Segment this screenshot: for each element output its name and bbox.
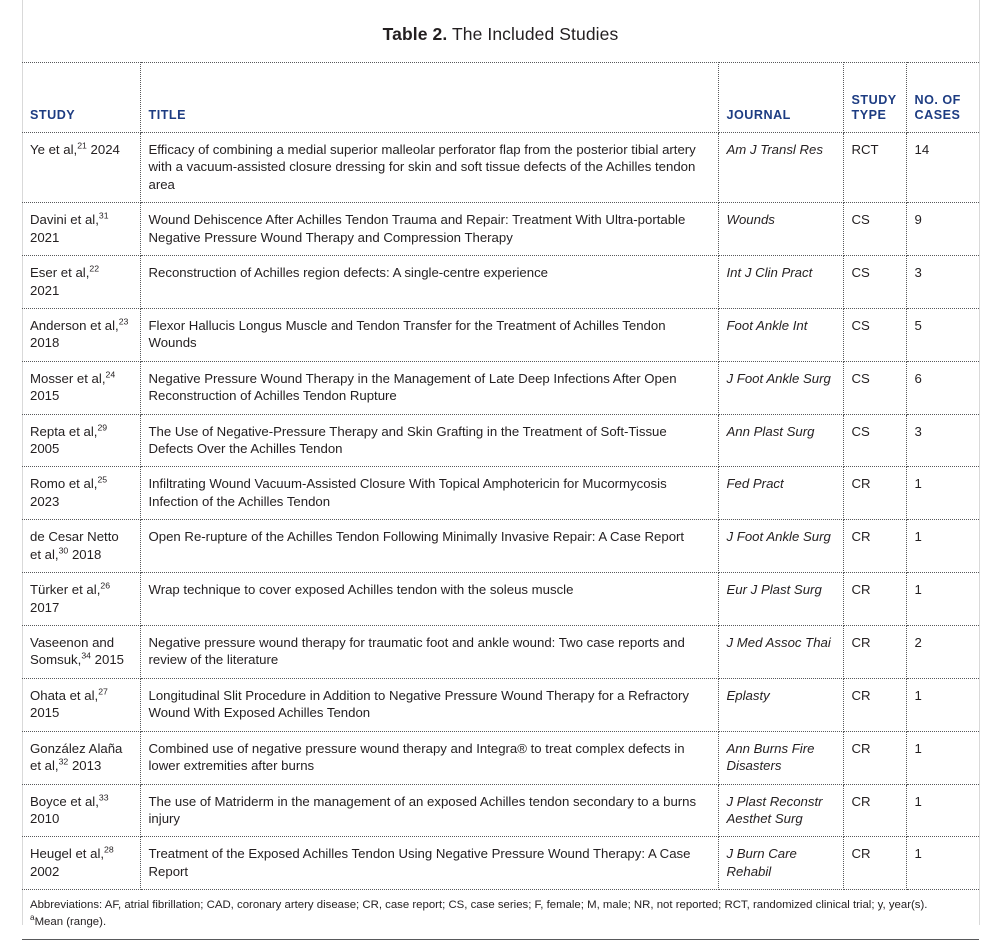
cell-title: Open Re-rupture of the Achilles Tendon Following Minimally Invasive Repair: A Case Report <box>140 520 718 573</box>
cell-title: Longitudinal Slit Procedure in Addition to Negative Pressure Wound Therapy for a Refractory Wound With Exposed Achilles Tendon <box>140 678 718 731</box>
table-caption-text: The Included Studies <box>447 24 619 44</box>
table-caption <box>0 24 1001 45</box>
cell-study <box>22 784 140 837</box>
cell-journal: Eur J Plast Surg <box>718 573 843 626</box>
cell-title: Negative Pressure Wound Therapy in the Management of Late Deep Infections After Open Reconstruction of Achilles Tendon Rupture <box>140 361 718 414</box>
study-author: Romo et al, <box>30 476 98 492</box>
cell-no-of-cases: 1 <box>906 467 979 520</box>
cell-study <box>22 467 140 520</box>
cell-journal: Int J Clin Pract <box>718 256 843 309</box>
study-reference-number: 26 <box>100 580 111 591</box>
cell-study-type: CR <box>843 784 906 837</box>
cell-journal: J Med Assoc Thai <box>718 626 843 679</box>
cell-study-type: CS <box>843 361 906 414</box>
cell-study-type: CS <box>843 203 906 256</box>
footnote-marker: a <box>30 912 35 922</box>
cell-study-type: CR <box>843 731 906 784</box>
cell-no-of-cases: 6 <box>906 361 979 414</box>
study-year: 2010 <box>30 810 60 826</box>
table-row <box>22 784 979 837</box>
table-caption-label: Table 2. <box>382 24 448 44</box>
cell-no-of-cases: 9 <box>906 203 979 256</box>
study-year: 2018 <box>71 546 102 562</box>
cell-no-of-cases: 5 <box>906 308 979 361</box>
column-header-study: STUDY <box>22 63 140 133</box>
cell-study <box>22 678 140 731</box>
study-reference-number: 23 <box>118 316 129 327</box>
study-author: Boyce et al, <box>30 793 99 809</box>
cell-title: The use of Matriderm in the management of an exposed Achilles tendon secondary to a burns injury <box>140 784 718 837</box>
cell-title: Efficacy of combining a medial superior malleolar perforator flap from the posterior tibial artery with a vacuum-assisted closure dressing for skin and soft tissue defects of the Achilles tendon area <box>140 133 718 203</box>
column-header-study-type-line2: TYPE <box>851 108 887 123</box>
cell-no-of-cases: 3 <box>906 256 979 309</box>
table-row <box>22 308 979 361</box>
table-footnotes <box>22 890 979 940</box>
study-author: Anderson et al, <box>30 317 119 333</box>
cell-no-of-cases: 1 <box>906 837 979 890</box>
cell-study-type: RCT <box>843 133 906 203</box>
cell-study-type: CR <box>843 520 906 573</box>
cell-no-of-cases: 1 <box>906 573 979 626</box>
cell-study <box>22 837 140 890</box>
cell-study <box>22 256 140 309</box>
study-reference-number: 31 <box>98 210 109 221</box>
study-author: Davini et al, <box>30 212 99 228</box>
cell-study <box>22 414 140 467</box>
cell-journal: J Foot Ankle Surg <box>718 520 843 573</box>
footnote-abbreviations: Abbreviations: AF, atrial fibrillation; CAD, coronary artery disease; CR, case report; CS, case series; F, female; M, male; NR, not reported; RCT, randomized clinical trial; y, year(s). <box>30 899 928 912</box>
cell-no-of-cases: 1 <box>906 731 979 784</box>
cell-journal: Eplasty <box>718 678 843 731</box>
study-reference-number: 24 <box>105 369 116 380</box>
table-row <box>22 837 979 890</box>
cell-journal: Fed Pract <box>718 467 843 520</box>
study-author: Repta et al, <box>30 423 98 439</box>
study-year: 2013 <box>71 758 102 774</box>
study-year: 2017 <box>30 599 60 615</box>
table-body <box>22 133 979 890</box>
cell-no-of-cases: 1 <box>906 784 979 837</box>
study-year: 2015 <box>30 705 60 721</box>
study-year: 2021 <box>30 282 60 298</box>
study-year: 2021 <box>30 229 60 245</box>
cell-title: Wound Dehiscence After Achilles Tendon Trauma and Repair: Treatment With Ultra-portable Negative Pressure Wound Therapy and Compression Therapy <box>140 203 718 256</box>
cell-study-type: CS <box>843 414 906 467</box>
cell-title: Infiltrating Wound Vacuum-Assisted Closure With Topical Amphotericin for Mucormycosis Infection of the Achilles Tendon <box>140 467 718 520</box>
cell-journal: J Foot Ankle Surg <box>718 361 843 414</box>
cell-journal: Wounds <box>718 203 843 256</box>
study-author: Ohata et al, <box>30 687 99 703</box>
study-reference-number: 33 <box>98 792 109 803</box>
column-header-study-type-line1: STUDY <box>851 93 897 108</box>
cell-journal: Ann Plast Surg <box>718 414 843 467</box>
cell-journal: J Plast Reconstr Aesthet Surg <box>718 784 843 837</box>
study-reference-number: 29 <box>97 422 108 433</box>
cell-study <box>22 203 140 256</box>
cell-no-of-cases: 2 <box>906 626 979 679</box>
cell-study <box>22 731 140 784</box>
study-year: 2024 <box>90 142 120 157</box>
study-year: 2005 <box>30 441 60 457</box>
cell-study <box>22 361 140 414</box>
cell-study <box>22 308 140 361</box>
study-reference-number: 34 <box>81 651 91 662</box>
cell-no-of-cases: 1 <box>906 520 979 573</box>
cell-study-type: CR <box>843 678 906 731</box>
cell-study-type: CS <box>843 308 906 361</box>
study-reference-number: 21 <box>77 140 87 151</box>
table-head <box>22 63 979 133</box>
table-row <box>22 626 979 679</box>
cell-study <box>22 520 140 573</box>
column-header-no-of-cases <box>906 63 979 133</box>
cell-title: The Use of Negative-Pressure Therapy and Skin Grafting in the Treatment of Soft-Tissue Defects Over the Achilles Tendon <box>140 414 718 467</box>
study-reference-number: 25 <box>97 475 108 486</box>
study-author: de Cesar Netto et al, <box>30 529 119 562</box>
cell-journal: Foot Ankle Int <box>718 308 843 361</box>
study-year: 2015 <box>30 388 60 404</box>
cell-study-type: CR <box>843 626 906 679</box>
cell-title: Negative pressure wound therapy for traumatic foot and ankle wound: Two case reports and review of the literature <box>140 626 718 679</box>
column-header-no-of-cases-line1: NO. OF <box>914 93 961 108</box>
cell-study-type: CR <box>843 837 906 890</box>
study-author: Heugel et al, <box>30 846 105 862</box>
table-row <box>22 467 979 520</box>
study-year: 2023 <box>30 493 60 509</box>
cell-title: Combined use of negative pressure wound therapy and Integra® to treat complex defects in lower extremities after burns <box>140 731 718 784</box>
cell-no-of-cases: 14 <box>906 133 979 203</box>
study-reference-number: 30 <box>58 545 69 556</box>
cell-title: Treatment of the Exposed Achilles Tendon Using Negative Pressure Wound Therapy: A Case Report <box>140 837 718 890</box>
table-row <box>22 731 979 784</box>
table-row <box>22 414 979 467</box>
study-reference-number: 28 <box>104 845 114 855</box>
column-header-no-of-cases-line2: CASES <box>914 108 961 123</box>
cell-journal: J Burn Care Rehabil <box>718 837 843 890</box>
cell-study <box>22 133 140 203</box>
study-author: Eser et al, <box>30 265 90 281</box>
study-author: Ye et al, <box>30 142 78 157</box>
table-row <box>22 133 979 203</box>
cell-journal: Am J Transl Res <box>718 133 843 203</box>
table-row <box>22 678 979 731</box>
cell-study-type: CR <box>843 573 906 626</box>
study-year: 2018 <box>30 335 60 351</box>
studies-table-container <box>22 62 979 940</box>
cell-title: Reconstruction of Achilles region defects: A single-centre experience <box>140 256 718 309</box>
study-author: Mosser et al, <box>30 370 106 386</box>
cell-no-of-cases: 1 <box>906 678 979 731</box>
study-author: Vaseenon and Somsuk, <box>30 635 115 668</box>
studies-table <box>22 62 979 890</box>
study-author: Türker et al, <box>30 582 101 598</box>
column-header-title: TITLE <box>140 63 718 133</box>
column-header-study-type <box>843 63 906 133</box>
cell-study-type: CR <box>843 467 906 520</box>
column-header-journal: JOURNAL <box>718 63 843 133</box>
study-year: 2002 <box>30 863 60 879</box>
table-row <box>22 520 979 573</box>
cell-study <box>22 626 140 679</box>
cell-title: Flexor Hallucis Longus Muscle and Tendon Transfer for the Treatment of Achilles Tendon Wounds <box>140 308 718 361</box>
table-row <box>22 361 979 414</box>
study-author: González Alaña et al, <box>30 740 123 774</box>
study-year: 2015 <box>94 652 125 668</box>
footnote-mean-range <box>30 914 971 931</box>
footnote-mean-range-text: Mean (range). <box>34 915 107 928</box>
cell-study <box>22 573 140 626</box>
table-row <box>22 203 979 256</box>
table-row <box>22 573 979 626</box>
cell-study-type: CS <box>843 256 906 309</box>
study-reference-number: 32 <box>58 756 69 767</box>
study-reference-number: 27 <box>98 686 108 697</box>
cell-title: Wrap technique to cover exposed Achilles tendon with the soleus muscle <box>140 573 718 626</box>
table-header-row <box>22 63 979 133</box>
table-row <box>22 256 979 309</box>
study-reference-number: 22 <box>89 263 100 274</box>
cell-no-of-cases: 3 <box>906 414 979 467</box>
cell-journal: Ann Burns Fire Disasters <box>718 731 843 784</box>
